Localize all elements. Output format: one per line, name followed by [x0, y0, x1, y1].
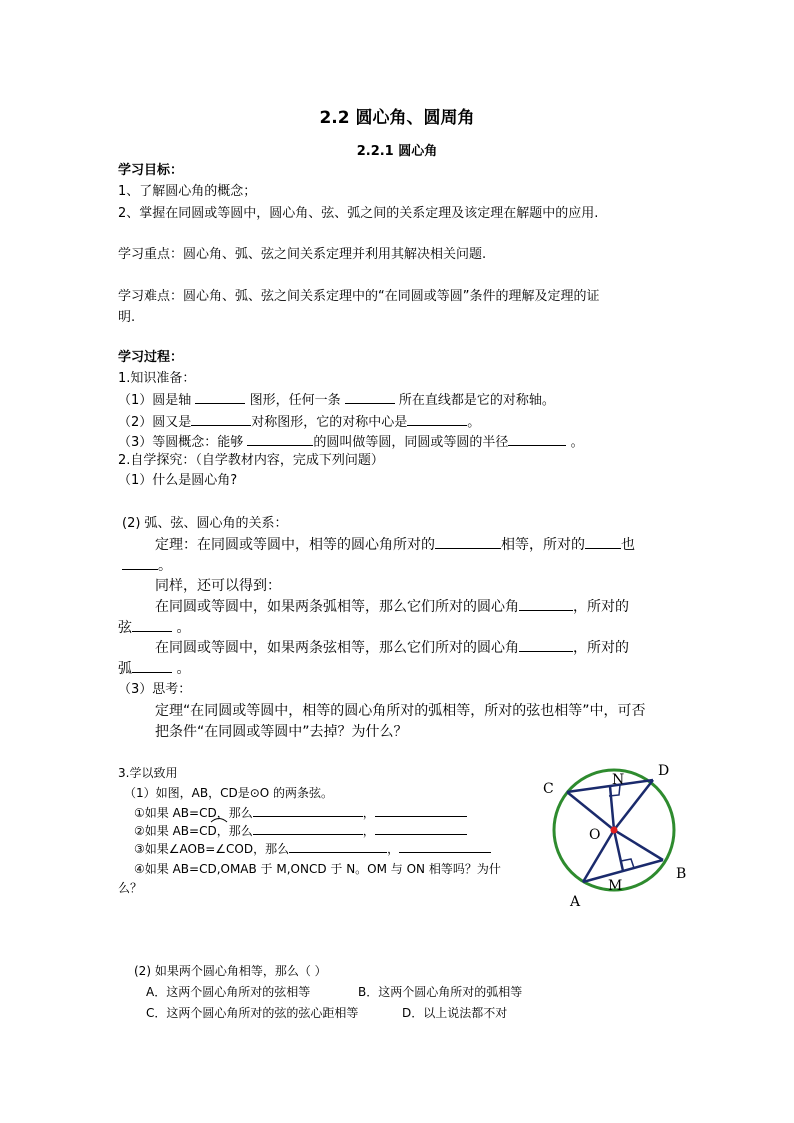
q2-part-a: （2）圆又是 [118, 415, 192, 430]
prep-question-1 [118, 391, 555, 409]
theorem-blank-2[interactable] [585, 536, 621, 549]
apply-item-2 [134, 822, 467, 839]
s1-blank-2[interactable] [132, 619, 172, 632]
apply-title: 3.学以致用 [118, 766, 178, 780]
item3-blank-1[interactable] [289, 840, 387, 853]
difficulty-line-2: 明. [118, 310, 136, 325]
mc-question: (2) 如果两个圆心角相等，那么（ ） [134, 964, 327, 978]
q1-blank-1[interactable] [195, 391, 245, 404]
s1-b: ，所对的 [573, 599, 629, 615]
theorem-a: 定理：在同圆或等圆中，相等的圆心角所对的 [155, 537, 435, 553]
goals-heading: 学习目标： [118, 163, 184, 178]
statement-2-cont [118, 660, 190, 678]
theorem-blank-1[interactable] [435, 536, 501, 549]
item2-arc-text: CD [199, 824, 217, 838]
prep-title: 1.知识准备： [118, 371, 196, 386]
s1-blank-1[interactable] [519, 598, 573, 611]
think-line-1: 定理“在同圆或等圆中，相等的圆心角所对的弧相等，所对的弦也相等”中，可否 [155, 703, 646, 719]
item1-text: ①如果 AB=CD，那么 [134, 806, 253, 820]
q1-blank-2[interactable] [345, 391, 395, 404]
goal-item-2: 2、掌握在同圆或等圆中，圆心角、弦、弧之间的关系定理及该定理在解题中的应用. [118, 206, 599, 221]
s2-blank-2[interactable] [132, 660, 172, 673]
theorem-line [155, 536, 635, 554]
item1-comma: ， [362, 806, 375, 820]
circle-figure [530, 750, 710, 920]
label-n: N [612, 772, 625, 788]
segment-on [610, 786, 614, 830]
item2-blank-1[interactable] [253, 822, 363, 835]
q2-part-b: 对称图形，它的对称中心是 [251, 415, 408, 430]
explore-q2-title: (2) 弧、弦、圆心角的关系： [122, 516, 288, 531]
mc-option-c[interactable]: C．这两个圆心角所对的弦的弦心距相等 [146, 1006, 359, 1020]
s2-c: 弧 [118, 661, 132, 677]
statement-1 [155, 598, 629, 616]
prep-question-3 [118, 433, 584, 451]
theorem-b: 相等，所对的 [501, 537, 585, 553]
item2-text-pre: ②如果 AB= [134, 824, 200, 838]
label-d: D [658, 763, 670, 779]
process-heading: 学习过程： [118, 350, 184, 365]
explore-q1: （1）什么是圆心角? [118, 473, 238, 488]
q1-part-a: （1）圆是轴 [118, 393, 192, 408]
segment-om [614, 830, 623, 871]
apply-item-3 [134, 840, 491, 857]
q3-part-a: （3）等圆概念：能够 [118, 435, 244, 450]
item1-blank-1[interactable] [253, 804, 363, 817]
q2-blank-1[interactable] [191, 413, 251, 426]
q3-part-b: 的圆叫做等圆，同圆或等圆的半径 [313, 435, 509, 450]
label-a: A [570, 894, 581, 910]
apply-item-1 [134, 804, 467, 821]
think-line-2: 把条件“在同圆或等圆中”去掉？为什么？ [155, 724, 408, 740]
page-subtitle: 2.2.1 圆心角 [356, 144, 438, 159]
arc-mark [210, 817, 228, 823]
q1-part-b: 图形，任何一条 [249, 393, 341, 408]
item1-blank-2[interactable] [375, 804, 467, 817]
item2-blank-2[interactable] [375, 822, 467, 835]
item2-text-post: ，那么 [216, 824, 253, 838]
difficulty-line-1: 学习难点：圆心角、弧、弦之间关系定理中的“在同圆或等圆”条件的理解及定理的证 [118, 289, 600, 304]
item3-text: ③如果∠AOB=∠COD，那么 [134, 842, 290, 856]
label-c: C [543, 781, 554, 797]
s1-a: 在同圆或等圆中，如果两条弧相等，那么它们所对的圆心角 [155, 599, 519, 615]
label-m: M [608, 878, 623, 894]
theorem-c: 也 [621, 537, 635, 553]
similarly-line: 同样，还可以得到： [155, 578, 281, 594]
label-b: B [676, 866, 687, 882]
label-o: O [589, 827, 601, 843]
s2-blank-1[interactable] [519, 639, 573, 652]
item3-comma: ， [387, 842, 400, 856]
item3-blank-2[interactable] [399, 840, 491, 853]
apply-item-4-cont: 么？ [118, 881, 143, 895]
q3-blank-1[interactable] [247, 433, 313, 446]
radius-ob [614, 830, 663, 860]
prep-question-2 [118, 413, 480, 431]
radius-oc [567, 792, 614, 830]
q2-part-c: 。 [467, 415, 481, 430]
q3-blank-2[interactable] [508, 433, 566, 446]
s1-c: 弦 [118, 620, 132, 636]
theorem-blank-3[interactable] [122, 557, 158, 570]
s2-a: 在同圆或等圆中，如果两条弦相等，那么它们所对的圆心角 [155, 640, 519, 656]
theorem-line-2 [122, 557, 172, 575]
mc-option-d[interactable]: D．以上说法都不对 [402, 1006, 508, 1020]
goal-item-1: 1、了解圆心角的概念； [118, 184, 257, 199]
apply-intro: （1）如图，AB，CD是⊙O 的两条弦。 [124, 786, 334, 800]
key-point: 学习重点：圆心角、弧、弦之间关系定理并利用其解决相关问题. [118, 247, 487, 262]
s1-d: 。 [176, 620, 191, 636]
theorem-d: 。 [158, 558, 172, 574]
q2-blank-2[interactable] [407, 413, 467, 426]
think-title: （3）思考： [118, 682, 192, 697]
s2-d: 。 [176, 661, 191, 677]
s2-b: ，所对的 [573, 640, 629, 656]
explore-title: 2.自学探究：（自学教材内容，完成下列问题） [118, 453, 384, 468]
statement-1-cont [118, 619, 190, 637]
center-point [611, 827, 618, 834]
apply-item-4: ④如果 AB=CD,OMAB 于 M,ONCD 于 N。OM 与 ON 相等吗？为什 [134, 862, 501, 876]
mc-option-b[interactable]: B．这两个圆心角所对的弧相等 [358, 985, 523, 999]
q1-part-c: 所在直线都是它的对称轴。 [398, 393, 555, 408]
statement-2 [155, 639, 629, 657]
mc-option-a[interactable]: A．这两个圆心角所对的弦相等 [146, 985, 311, 999]
item2-comma: ， [362, 824, 375, 838]
q3-part-c: 。 [570, 435, 584, 450]
page-title: 2.2 圆心角、圆周角 [319, 108, 475, 128]
